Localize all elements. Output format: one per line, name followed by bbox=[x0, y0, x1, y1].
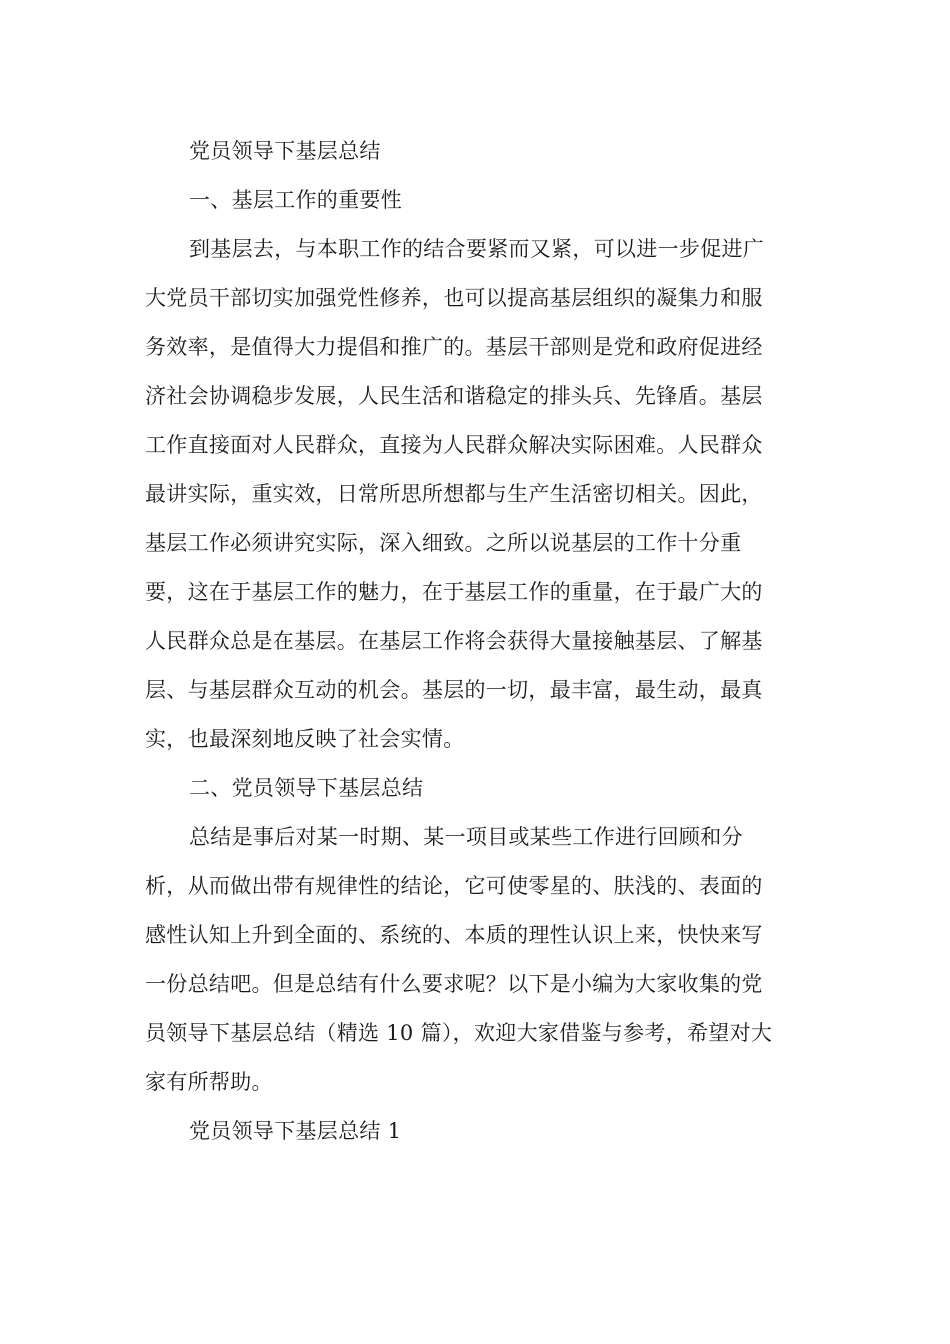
paragraph-line: 析，从而做出带有规律性的结论，它可使零星的、肤浅的、表面的 bbox=[145, 874, 763, 898]
paragraph-line: 济社会协调稳步发展，人民生活和谐稳定的排头兵、先锋盾。基层 bbox=[145, 384, 763, 408]
document-title: 党员领导下基层总结 bbox=[189, 139, 381, 163]
paragraph-line: 基层工作必须讲究实际，深入细致。之所以说基层的工作十分重 bbox=[145, 531, 742, 555]
paragraph-line: 一份总结吧。但是总结有什么要求呢？以下是小编为大家收集的党 bbox=[145, 972, 763, 996]
paragraph-line: 感性认知上升到全面的、系统的、本质的理性认识上来，快快来写 bbox=[145, 923, 763, 947]
paragraph-line: 要，这在于基层工作的魅力，在于基层工作的重量，在于最广大的 bbox=[145, 580, 763, 604]
document-body bbox=[145, 127, 807, 1156]
section-heading-2: 二、党员领导下基层总结 bbox=[189, 776, 424, 800]
paragraph-2 bbox=[145, 813, 807, 1107]
paragraph-line: 最讲实际，重实效，日常所思所想都与生产生活密切相关。因此， bbox=[145, 482, 763, 506]
paragraph-line: 家有所帮助。 bbox=[145, 1070, 273, 1094]
paragraph-line: 务效率，是值得大力提倡和推广的。基层干部则是党和政府促进经 bbox=[145, 335, 763, 359]
section-heading-1: 一、基层工作的重要性 bbox=[189, 188, 402, 212]
paragraph-line: 总结是事后对某一时期、某一项目或某些工作进行回顾和分 bbox=[189, 825, 743, 849]
section-subtitle: 党员领导下基层总结 1 bbox=[189, 1119, 402, 1143]
paragraph-line: 到基层去，与本职工作的结合要紧而又紧，可以进一步促进广 bbox=[189, 237, 765, 261]
paragraph-line: 工作直接面对人民群众，直接为人民群众解决实际困难。人民群众 bbox=[145, 433, 763, 457]
paragraph-line: 员领导下基层总结（精选 10 篇），欢迎大家借鉴与参考，希望对大 bbox=[145, 1021, 773, 1045]
paragraph-1 bbox=[145, 225, 807, 764]
paragraph-line: 人民群众总是在基层。在基层工作将会获得大量接触基层、了解基 bbox=[145, 629, 763, 653]
paragraph-line: 大党员干部切实加强党性修养，也可以提高基层组织的凝集力和服 bbox=[145, 286, 763, 310]
paragraph-line: 实，也最深刻地反映了社会实情。 bbox=[145, 727, 465, 751]
paragraph-line: 层、与基层群众互动的机会。基层的一切，最丰富，最生动，最真 bbox=[145, 678, 763, 702]
